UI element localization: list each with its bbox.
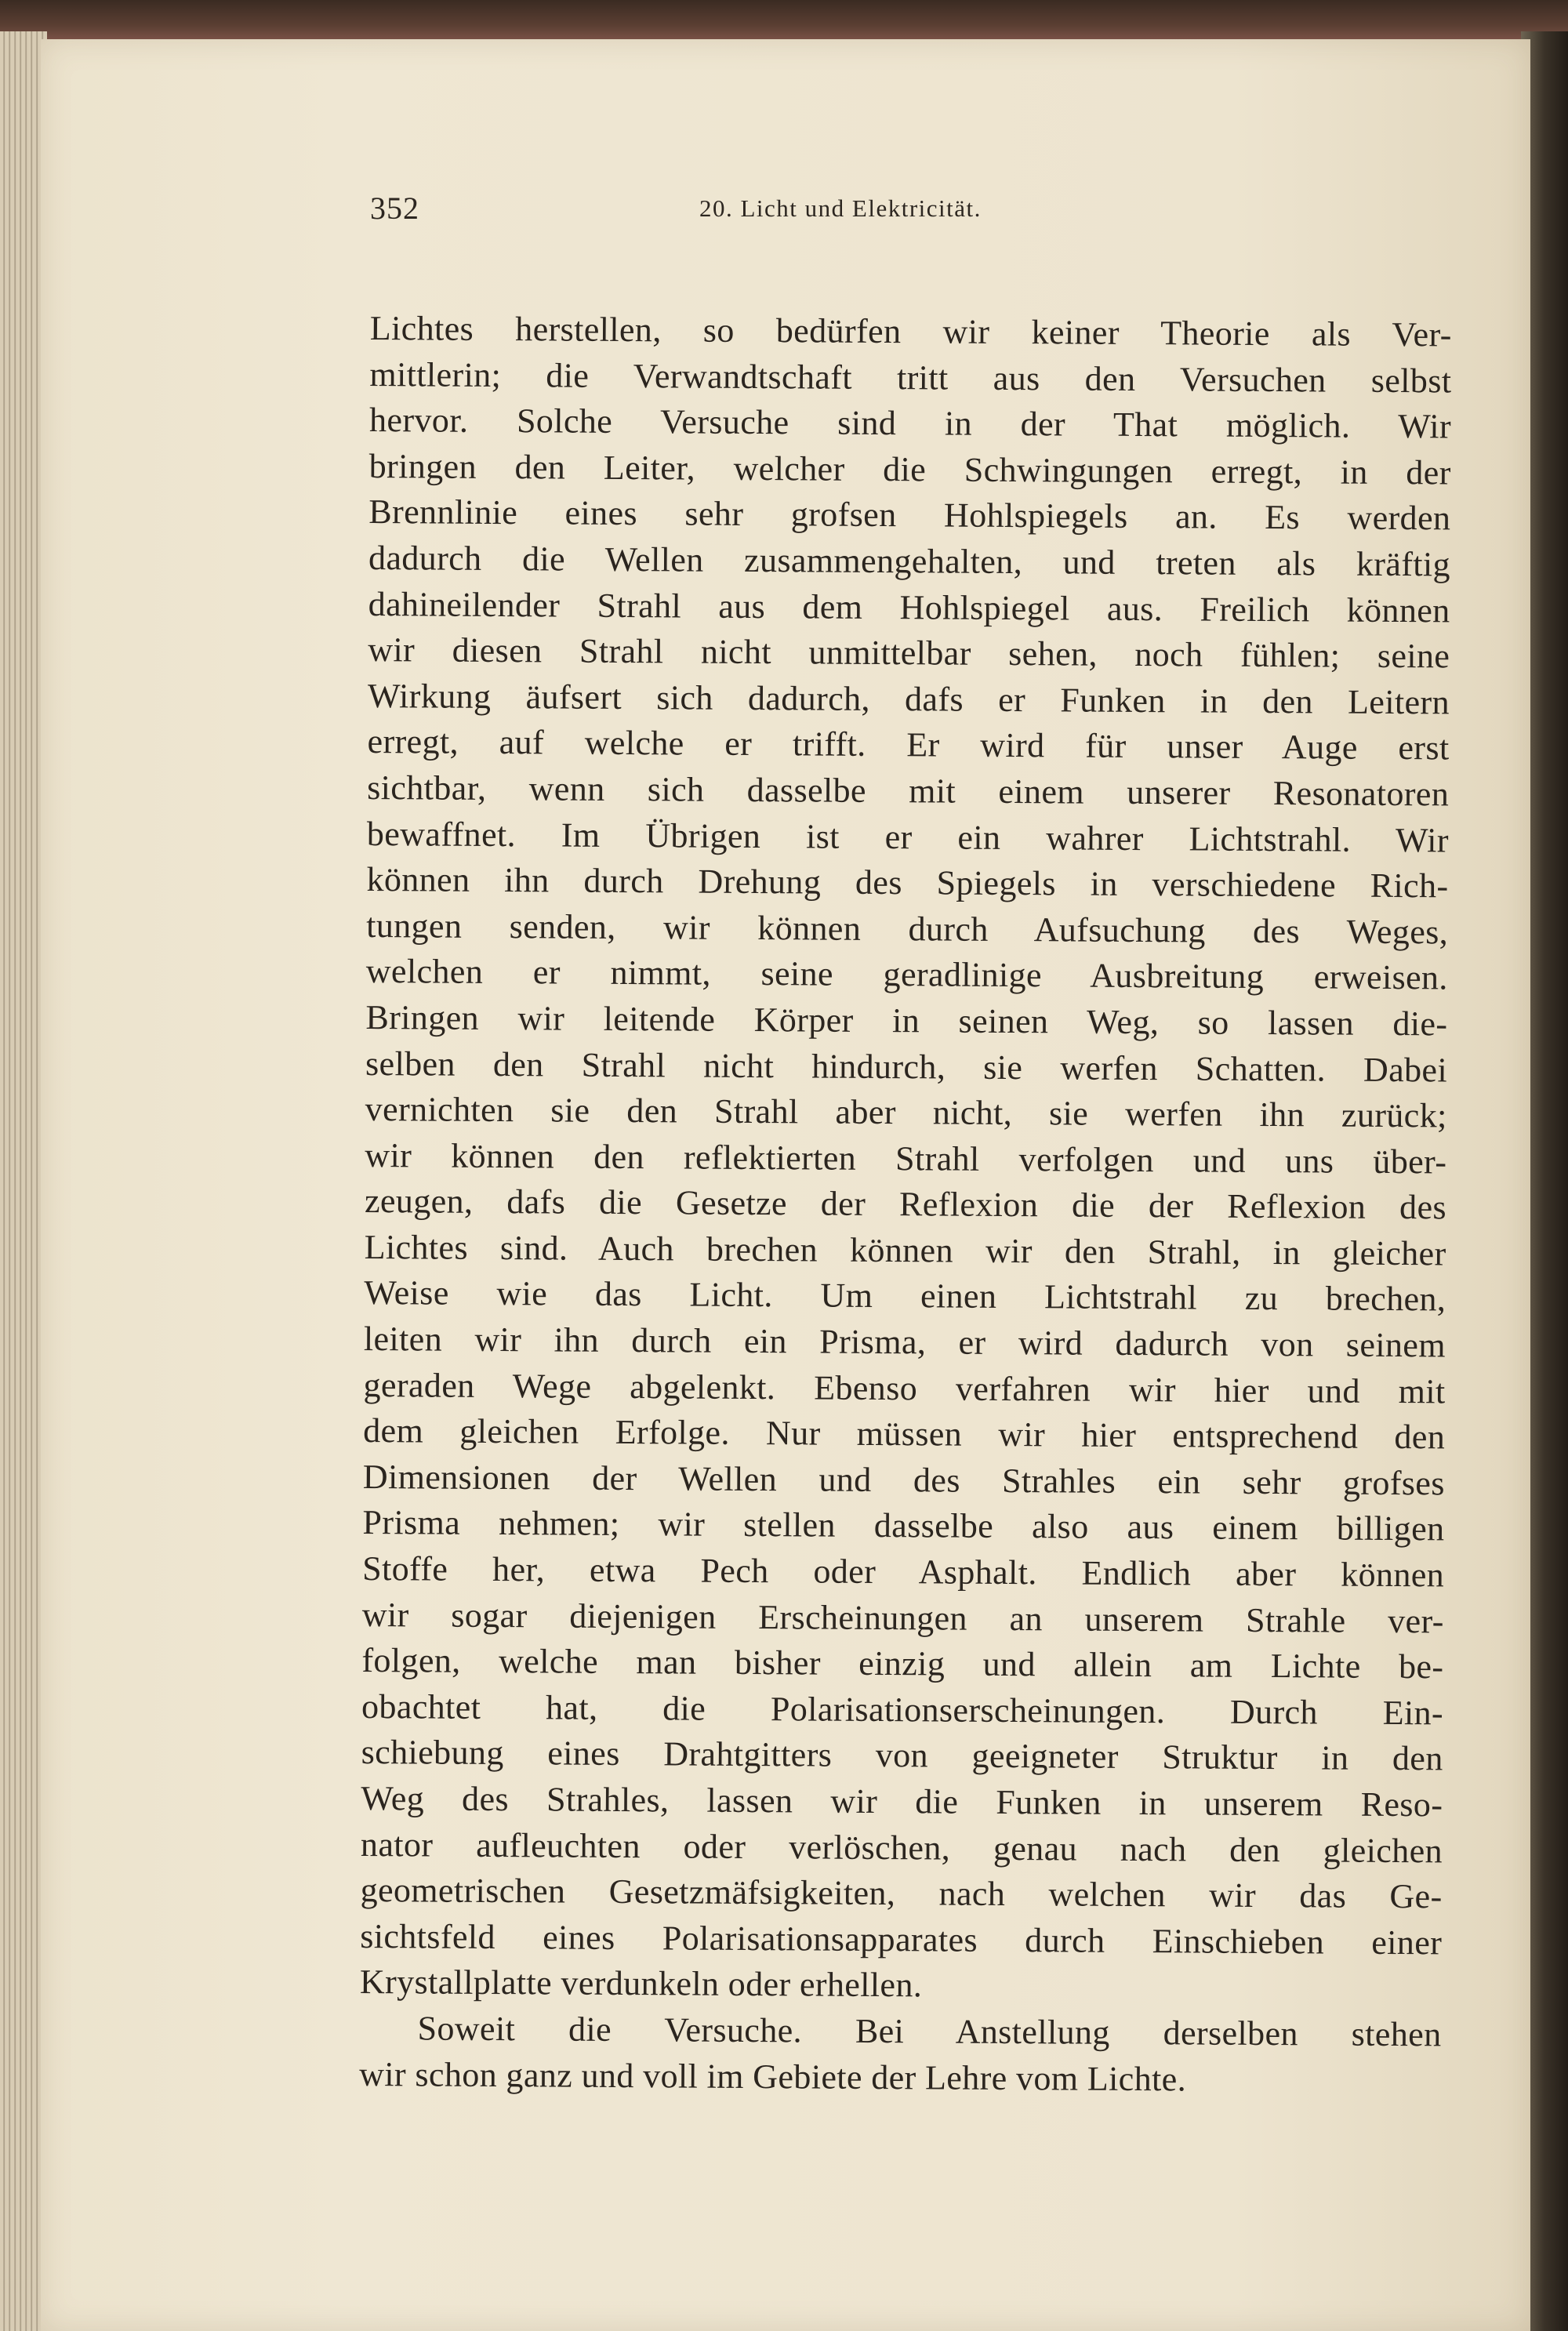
text-line: leiten wir ihn durch ein Prisma, er wird dadurch von seinem	[363, 1320, 1446, 1365]
text-line: erregt, auf welche er trifft. Er wird für unser Auge erst	[367, 722, 1450, 768]
text-line: selben den Strahl nicht hindurch, sie werfen Schatten. Dabei	[365, 1044, 1448, 1089]
page-stack-edge	[0, 31, 47, 2331]
text-line: wir sogar diejenigen Erscheinungen an unserem Strahle ver-	[361, 1595, 1444, 1641]
text-line: schiebung eines Drahtgitters von geeigneter Struktur in den	[361, 1733, 1443, 1778]
text-line: vernichten sie den Strahl aber nicht, sie werfen ihn zurück;	[365, 1090, 1447, 1135]
page-header	[41, 190, 1530, 245]
text-line: Bringen wir leitende Körper in seinen Weg, so lassen die-	[365, 997, 1448, 1044]
text-line: wir diesen Strahl nicht unmittelbar sehen, noch fühlen; seine	[368, 630, 1450, 676]
text-line: Weg des Strahles, lassen wir die Funken in unserem Reso-	[361, 1778, 1443, 1824]
text-line: Dimensionen der Wellen und des Strahles ein sehr grofses	[362, 1457, 1446, 1503]
text-line: dahineilender Strahl aus dem Hohlspiegel aus. Freilich können	[368, 584, 1450, 630]
text-line: welchen er nimmt, seine geradlinige Ausbreitung erweisen.	[365, 952, 1448, 997]
text-line: geraden Wege abgelenkt. Ebenso verfahren wir hier und mit	[363, 1365, 1446, 1411]
text-line: folgen, welche man bisher einzig und allein am Lichte be-	[361, 1641, 1444, 1687]
text-line: Brennlinie eines sehr grofsen Hohlspiegels an. Es werden	[368, 492, 1451, 538]
text-line: nator aufleuchten oder verlöschen, genau nach den gleichen	[360, 1824, 1443, 1870]
paragraph	[360, 306, 1452, 2012]
text-line: zeugen, dafs die Gesetze der Reflexion die der Reflexion des	[364, 1182, 1447, 1227]
page-number: 352	[370, 191, 419, 226]
text-line: hervor. Solche Versuche sind in der That möglich. Wir	[368, 401, 1452, 446]
text-line: Krystallplatte verdunkeln oder erhellen.	[359, 1962, 923, 2005]
text-line: bringen den Leiter, welcher die Schwingungen erregt, in der	[368, 446, 1451, 492]
text-line: Stoffe her, etwa Pech oder Asphalt. Endlich aber können	[362, 1549, 1445, 1595]
text-line: sichtsfeld eines Polarisationsapparates durch Einschieben einer	[360, 1916, 1443, 1962]
text-line: Lichtes sind. Auch brechen können wir den Strahl, in gleicher	[364, 1227, 1446, 1273]
text-line: tungen senden, wir können durch Aufsuchung des Weges,	[366, 906, 1449, 952]
body-text	[359, 306, 1452, 2104]
text-line: Soweit die Versuche. Bei Anstellung derselben stehen	[417, 2009, 1442, 2054]
text-line: mittlerin; die Verwandtschaft tritt aus den Versuchen selbst	[369, 354, 1452, 401]
running-head: 20. Licht und Elektricität.	[699, 194, 982, 222]
text-line: obachtet hat, die Polarisationserscheinungen. Durch Ein-	[361, 1687, 1444, 1733]
text-line: Wirkung äufsert sich dadurch, dafs er Funken in den Leitern	[367, 676, 1450, 722]
text-line: bewaffnet. Im Übrigen ist er ein wahrer Lichtstrahl. Wir	[366, 814, 1450, 859]
text-line: wir können den reflektierten Strahl verfolgen und uns über-	[365, 1135, 1447, 1182]
text-line: Weise wie das Licht. Um einen Lichtstrahl zu brechen,	[364, 1273, 1446, 1319]
text-line: Prisma nehmen; wir stellen dasselbe also aus einem billigen	[362, 1503, 1445, 1549]
text-line: sichtbar, wenn sich dasselbe mit einem unserer Resonatoren	[367, 768, 1450, 814]
paragraph	[359, 2006, 1442, 2104]
text-line: Lichtes herstellen, so bedürfen wir keiner Theorie als Ver-	[369, 308, 1452, 354]
text-line: dadurch die Wellen zusammengehalten, und treten als kräftig	[368, 538, 1451, 584]
book-page	[41, 39, 1530, 2331]
text-line: geometrischen Gesetzmäfsigkeiten, nach welchen wir das Ge-	[360, 1871, 1443, 1916]
text-line: können ihn durch Drehung des Spiegels in verschiedene Rich-	[366, 860, 1449, 906]
text-line: wir schon ganz und voll im Gebiete der Lehre vom Lichte.	[359, 2054, 1187, 2098]
text-line: dem gleichen Erfolge. Nur müssen wir hier entsprechend den	[363, 1411, 1446, 1457]
